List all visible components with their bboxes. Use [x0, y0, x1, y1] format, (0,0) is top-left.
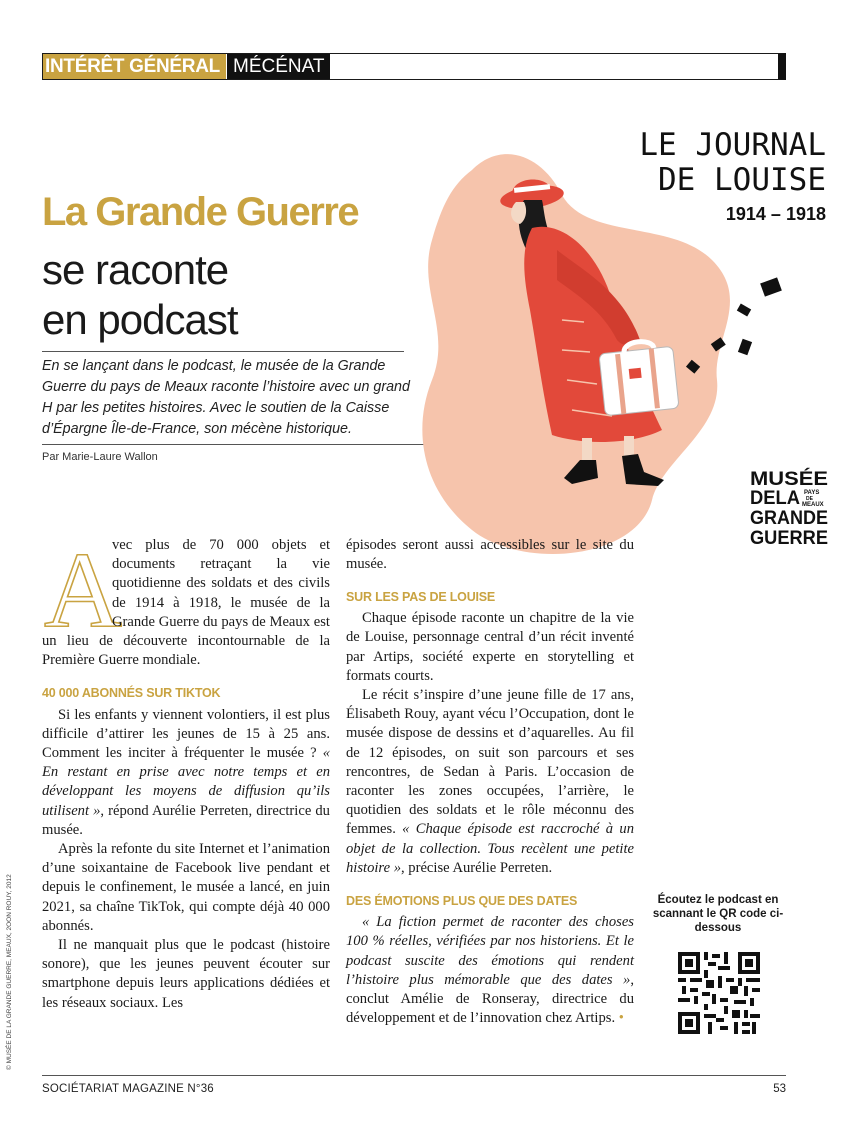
quote-ronseray: « La fiction permet de raconter des choses 100 % réelles, vérifiées par nos historiens. Et le podcast suscite des émotions qui rendent l’histoire plus mémorable que des dates »: [346, 914, 634, 988]
subheading-louise: SUR LES PAS DE LOUISE: [346, 590, 496, 604]
flying-paper-2: [737, 304, 751, 317]
journal-title-line-1: LE JOURNAL: [639, 127, 826, 163]
svg-text:MUSÉE: MUSÉE: [750, 469, 818, 490]
paragraph-story-inspiration: Le récit s’inspire d’une jeune fille de 17 ans, Élisabeth Rouy, ayant vécu l’Occupation, dont le musée dispose de dessins et d’aquarelles. Au fil de 12 épisodes, on suit son parcours et ses rencontres, de Sedan à Paris. L’occasion de raconter les zones occupées, l’arrière, le quotidien des soldats et le rôle méconnu des femmes. « Chaque épisode est raccroché à un objet de la collection. Tous recèlent une petite histoire », précise Aurélie Perreten.: [346, 687, 634, 876]
headline-line-3: en podcast: [42, 296, 238, 343]
suitcase-shape: [599, 346, 679, 415]
section-tag-mecenat: MÉCÉNAT: [227, 54, 330, 79]
lead-divider-top: [42, 351, 404, 352]
paragraph-young-audience: Si les enfants y viennent volontiers, il est plus difficile d’attirer les jeunes de 15 à 25 ans. Comment les inciter à fréquenter le musée ? « En restant en prise avec notre temps et en développant les moyens de diffusion qu’ils utilisent », répond Aurélie Perreten, directrice du musée.: [42, 706, 330, 838]
subheading-tiktok: 40 000 ABONNÉS SUR TIKTOK: [42, 686, 221, 701]
flying-paper-1: [760, 277, 782, 296]
drop-cap-letter: A: [44, 531, 122, 650]
svg-text:DELA: DELA: [750, 488, 801, 509]
svg-text:GRANDE: GRANDE: [750, 508, 828, 529]
lead-paragraph: En se lançant dans le podcast, le musée de la Grande Guerre du pays de Meaux raconte l’histoire avec un grand H par les petites histoires. Avec le soutien de la Caisse d’Épargne Île-de-France, son mécène historique.: [42, 358, 410, 437]
paragraph-podcast: Il ne manquait plus que le podcast (histoire sonore), que les jeunes peuvent écouter sur smartphone depuis leurs applications dédiées et les réseaux sociaux. Les: [42, 937, 330, 1011]
paragraph-tiktok-launch: Après la refonte du site Internet et l’animation d’une soixantaine de Facebook live pendant et depuis le confinement, le musée a lancé, en juin 2021, sa chaîne TikTok, qui compte déjà 40 000 abonnés.: [42, 841, 330, 934]
paragraph-conclusion: « La fiction permet de raconter des choses 100 % réelles, vérifiées par nos historiens. Et le podcast suscite des émotions qui rendent l’histoire plus mémorable que des dates », conclut Amélie de Ronseray, directrice du développement et de l’innovation chez Artips. •: [346, 914, 634, 1027]
section-tag-interet-general: INTÉRÊT GÉNÉRAL: [43, 54, 226, 79]
headline-gold: La Grande Guerre: [42, 190, 359, 234]
journal-dates: 1914 – 1918: [725, 204, 826, 224]
lead-divider-bottom: [42, 444, 432, 445]
qr-code[interactable]: [678, 952, 760, 1034]
paragraph-episode-chapter: Chaque épisode raconte un chapitre de la vie de Louise, personnage central d’un récit inventé par Artips, société experte en storytelling et formats courts.: [346, 610, 634, 684]
intro-paragraph: vec plus de 70 000 objets et documents retraçant la vie quotidienne des soldats et des civils de 1914 à 1918, le musée de la Grande Guerre du pays de Meaux est un lieu de découverte incontournable de la Première Guerre mondiale.: [42, 537, 330, 669]
page-number: 53: [773, 1083, 786, 1095]
flying-paper-4: [738, 339, 752, 356]
svg-text:DE: DE: [806, 496, 813, 502]
podcast-continuation-text: épisodes seront aussi accessibles sur le site du musée.: [346, 537, 634, 573]
byline: Par Marie-Laure Wallon: [42, 451, 158, 463]
paragraph-podcast-continued: [346, 536, 634, 574]
journal-title-line-2: DE LOUISE: [658, 162, 826, 198]
footer-divider: [42, 1075, 786, 1076]
svg-text:MEAUX: MEAUX: [802, 502, 824, 508]
photo-credit: © MUSÉE DE LA GRANDE GUERRE, MEAUX, 2OON ROUY, 2012: [6, 874, 13, 1070]
end-mark: •: [618, 1010, 624, 1027]
museum-logo: [750, 468, 830, 548]
qr-caption: Écoutez le podcast en scannant le QR code ci-dessous: [652, 894, 784, 934]
section-header: [42, 53, 786, 80]
subheading-emotions: DES ÉMOTIONS PLUS QUE DES DATES: [346, 894, 578, 909]
drop-cap: [42, 531, 122, 650]
journal-title: [639, 128, 826, 198]
quote-episode-object: « Chaque épisode est raccroché à un objet de la collection. Tous recèlent une petite histoire »: [346, 821, 634, 876]
article-column-1: [42, 531, 330, 1013]
quote-perreten: « En restant en prise avec notre temps et en développant les moyens de diffusion qu’ils utilisent »: [42, 745, 330, 819]
headline-line-2: se raconte: [42, 246, 229, 293]
svg-text:PAYS: PAYS: [804, 490, 820, 496]
article-column-2: [346, 536, 634, 1028]
svg-text:GUERRE: GUERRE: [750, 528, 828, 549]
magazine-name: SOCIÉTARIAT MAGAZINE N°36: [42, 1083, 214, 1095]
